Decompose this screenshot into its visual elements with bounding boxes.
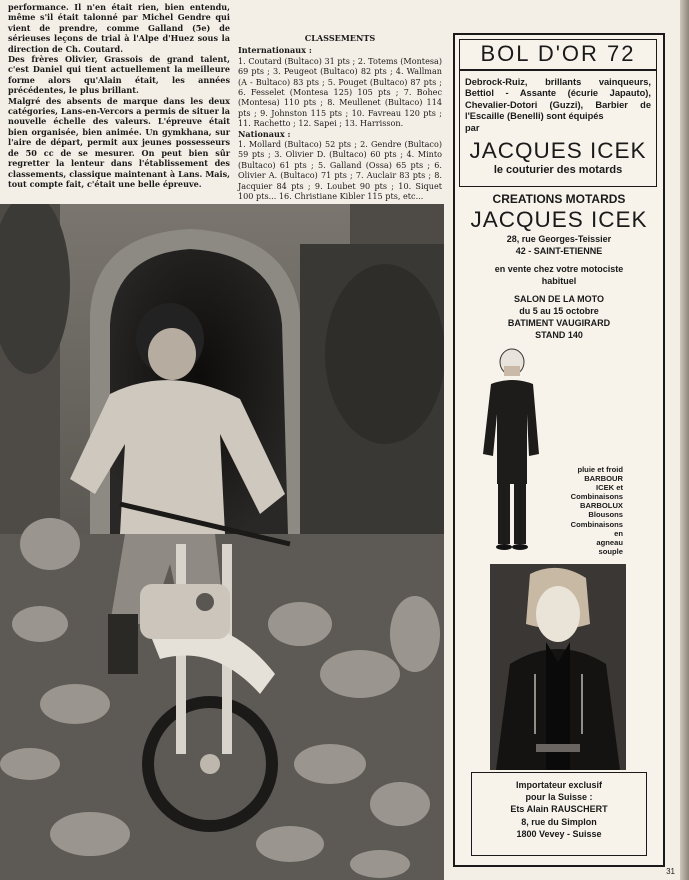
address-line: 28, rue Georges-Teissier bbox=[506, 234, 612, 244]
product-line: agneau bbox=[596, 537, 623, 547]
importer-name: Ets Alain RAUSCHERT bbox=[510, 804, 608, 815]
bol-dor-box bbox=[459, 39, 657, 187]
brand-tagline: le couturier des motards bbox=[493, 164, 623, 176]
address-city: 42 - SAINT-ETIENNE bbox=[515, 246, 603, 256]
article-paragraph: Malgré des absents de marque dans les deux catégories, Lans-en-Vercors a permis de situer la nouvelle échelle des valeurs. L'épreuve était bien organisée, bien animée. Un gymkhana, sur l'aire de départ, permit aux jeunes possesseurs de 50 cc de se mesurer. On peut bien sûr regretter la lenteur dans l'établissement des classements, classique maintenant à Lans. Mais, tout compte fait, c'était une belle épreuve. bbox=[8, 95, 230, 189]
product-line: Combinaisons bbox=[570, 492, 623, 502]
internationaux-heading: Internationaux : bbox=[238, 45, 312, 56]
creations-block bbox=[455, 192, 663, 341]
importer-line: pour la Suisse : bbox=[525, 792, 593, 803]
product-line: souple bbox=[598, 546, 623, 556]
salon-stand: STAND 140 bbox=[535, 330, 583, 340]
product-line: pluie et froid bbox=[577, 465, 623, 474]
internationaux-results: 1. Coutard (Bultaco) 31 pts ; 2. Totems (Montesa) 69 pts ; 3. Peugeot (Bultaco) 82 pts ; 4. Wallman (A - Bultaco) 83 pts ; 5. Pouget (Bultaco) 87 pts ; 6. Fesselet (Montesa 125) 105 pts ; 7. Bohec (Montesa) 110 pts ; 8. Meullenet (Bultaco) 114 pts ; 9. Johnston 115 pts ; 10. Favreau 120 pts ; 11. Rachetto ; 12. Sapei ; 13. Harrisson. bbox=[238, 55, 442, 129]
brand-logo: JACQUES ICEK bbox=[469, 138, 647, 163]
classements-column bbox=[238, 33, 442, 202]
classements-title: CLASSEMENTS bbox=[304, 33, 376, 43]
nationaux-heading: Nationaux : bbox=[238, 128, 291, 139]
sale-line: en vente chez votre motociste bbox=[494, 264, 624, 274]
creations-brand: JACQUES ICEK bbox=[470, 207, 648, 232]
product-line: ICEK et bbox=[595, 483, 623, 493]
nationaux-results: 1. Mollard (Bultaco) 52 pts ; 2. Gendre (Bultaco) 59 pts ; 3. Olivier D. (Bultaco) 60 pts ; 4. Minto (Bultaco) 61 pts ; 5. Galland (Ossa) 65 pts ; 6. Olivier A. (Bultaco) 71 pts ; 7. Auclair 83 pts ; 8. Jacquier 84 pts ; 9. Loubet 90 pts ; 10. Siquet 100 pts... 16. Christiane Kibler 115 pts, etc... bbox=[238, 139, 442, 202]
importer-street: 8, rue du Simplon bbox=[521, 816, 597, 827]
product-line: en bbox=[614, 528, 623, 538]
leather-jacket-portrait bbox=[490, 564, 626, 770]
importer-city: 1800 Vevey - Suisse bbox=[516, 828, 602, 839]
product-line: BARBOUR bbox=[584, 474, 623, 484]
page-number: 31 bbox=[666, 867, 675, 876]
article-paragraph: Des frères Olivier, Grassois de grand talent, c'est Daniel qui tient actuellement la meilleure forme alors qu'Alain était, les années précédentes, le plus brillant. bbox=[8, 54, 230, 96]
salon-dates: du 5 au 15 octobre bbox=[519, 306, 599, 316]
article-paragraph: performance. Il n'en était rien, bien entendu, même s'il était talonné par Michel Gendre qui vient de prendre, comme Galland (5e) de sérieuses leçons de trial à l'Alpe d'Huez sous la direction de Ch. Coutard. bbox=[8, 2, 230, 54]
article-text-column bbox=[8, 2, 230, 189]
bol-dor-headline: BOL D'OR 72 bbox=[480, 41, 636, 66]
photo-illustration bbox=[0, 204, 444, 880]
product-line: Blousons bbox=[588, 510, 623, 520]
product-line: Combinaisons bbox=[570, 519, 623, 529]
rainsuit-model-figure bbox=[477, 344, 541, 554]
riders-par: par bbox=[465, 122, 480, 133]
riders-text: Debrock-Ruiz, brillants vainqueurs, Bettiol - Assante (écurie Japauto), Chevalier-Dotori (Guzzi), Barbier de l'Escaille (Benelli) sont équipés bbox=[465, 76, 651, 121]
salon-building: BATIMENT VAUGIRARD bbox=[507, 318, 611, 328]
product-line: BARBOLUX bbox=[579, 501, 623, 511]
trial-rider-photo bbox=[0, 204, 444, 880]
salon-line: SALON DE LA MOTO bbox=[514, 294, 604, 304]
creations-label: CREATIONS MOTARDS bbox=[492, 192, 626, 206]
product-list bbox=[541, 465, 623, 556]
importer-line: Importateur exclusif bbox=[515, 780, 603, 790]
jacques-icek-advertisement bbox=[453, 33, 665, 867]
importer-box bbox=[471, 772, 647, 856]
page-edge bbox=[680, 0, 689, 880]
sale-line: habituel bbox=[541, 276, 577, 286]
